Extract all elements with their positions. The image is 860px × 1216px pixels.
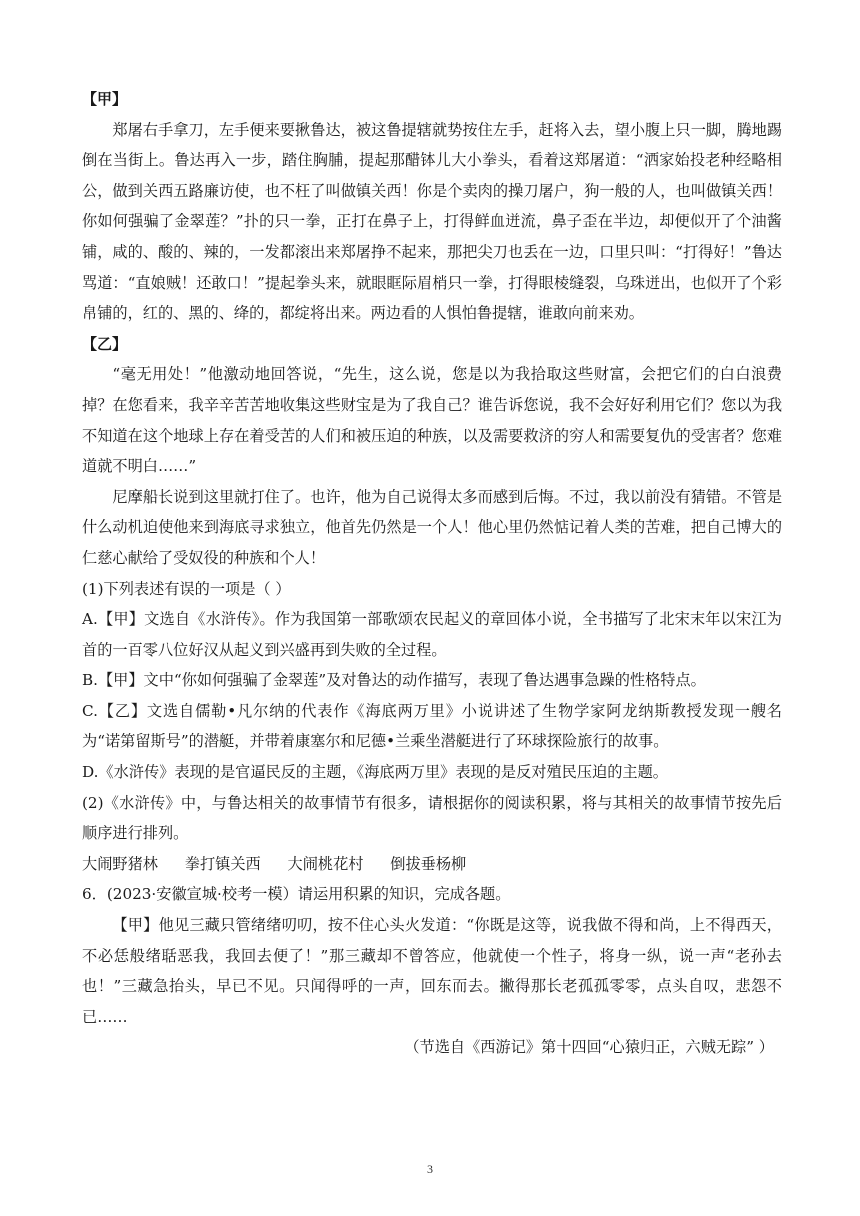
question-2-stem: (2)《水浒传》中，与鲁达相关的故事情节有很多，请根据你的阅读积累，将与其相关的故事情节按先后顺序进行排列。 bbox=[82, 793, 782, 843]
question-1-option-c: C.【乙】文选自儒勒•凡尔纳的代表作《海底两万里》小说讲述了生物学家阿龙纳斯教授发现一艘名为“诺第留斯号”的潜艇，并带着康塞尔和尼德•兰乘坐潜艇进行了环球探险旅行的故事。 bbox=[82, 701, 782, 751]
question-1-stem: (1)下列表述有误的一项是（ ） bbox=[82, 579, 291, 598]
plot-option: 大闹桃花村 bbox=[287, 854, 364, 873]
question-1-option-d: D.《水浒传》表现的是官逼民反的主题，《海底两万里》表现的是反对殖民压迫的主题。 bbox=[82, 763, 668, 782]
question-1-option-b: B.【甲】文中“你如何强骗了金翠莲”及对鲁达的动作描写，表现了鲁达遇事急躁的性格特点。 bbox=[82, 671, 706, 690]
section-label-yi: 【乙】 bbox=[82, 334, 128, 353]
passage-source: （节选自《西游记》第十四回“心猿归正，六贼无踪” ） bbox=[404, 1038, 774, 1057]
passage-yi-1: “毫无用处！”他激动地回答说，“先生，这么说，您是以为我拾取这些财富，会把它们的白白浪费掉？在您看来，我辛辛苦苦地收集这些财宝是为了我自己？谁告诉您说，我不会好好利用它们？您以为我不知道在这个地球上存在着受苦的人们和被压迫的种族，以及需要救济的穷人和需要复仇的受害者？您难道就不明白……” bbox=[82, 365, 782, 476]
passage-jia: 郑屠右手拿刀，左手便来要揪鲁达，被这鲁提辖就势按住左手，赶将入去，望小腹上只一脚，腾地踢倒在当街上。鲁达再入一步，踏住胸脯，提起那醋钵儿大小拳头，看着这郑屠道：“洒家始投老种经略相公，做到关西五路廉访使，也不枉了叫做镇关西！你是个卖肉的操刀屠户，狗一般的人，也叫做镇关西！你如何强骗了金翠莲？”扑的只一拳，正打在鼻子上，打得鲜血迸流，鼻子歪在半边，却便似开了个油酱铺，咸的、酸的、辣的，一发都滚出来郑屠挣不起来，那把尖刀也丢在一边，口里只叫：“打得好！”鲁达骂道：“直娘贼！还敢口！”提起拳头来，就眼眶际眉梢只一拳，打得眼棱缝裂，乌珠迸出，也似开了个彩帛铺的，红的、黑的、绛的，都绽将出来。两边看的人惧怕鲁提辖，谁敢向前来劝。 bbox=[82, 120, 782, 323]
question-1-option-a: A.【甲】文选自《水浒传》。作为我国第一部歌颂农民起义的章回体小说，全书描写了北宋末年以宋江为首的一百零八位好汉从起义到兴盛再到失败的全过程。 bbox=[82, 610, 782, 659]
page-content bbox=[82, 84, 782, 1063]
plot-option: 倒拔垂杨柳 bbox=[390, 854, 467, 873]
plot-option: 拳打镇关西 bbox=[184, 854, 261, 873]
passage-yi-2: 尼摩船长说到这里就打住了。也许，他为自己说得太多而感到后悔。不过，我以前没有猜错。不管是什么动机迫使他来到海底寻求独立，他首先仍然是一个人！他心里仍然惦记着人类的苦难，把自己博大的仁慈心献给了受奴役的种族和个人！ bbox=[82, 487, 782, 567]
passage-xiyouji: 【甲】他见三藏只管绪绪叨叨，按不住心头火发道：“你既是这等，说我做不得和尚，上不得西天，不必恁般绪聒恶我，我回去便了！”那三藏却不曾答应，他就使一个性子，将身一纵，说一声“老孙去也！”三藏急抬头，早已不见。只闻得呼的一声，回东而去。撇得那长老孤孤零零，点头自叹，悲怨不已…… bbox=[82, 916, 782, 1026]
question-2-options bbox=[82, 849, 782, 880]
question-6-stem: 6．(2023·安徽宣城·校考一模）请运用积累的知识，完成各题。 bbox=[82, 885, 511, 904]
page-number: 3 bbox=[427, 1162, 433, 1176]
plot-option: 大闹野猪林 bbox=[82, 854, 158, 873]
section-label-jia: 【甲】 bbox=[82, 90, 128, 108]
